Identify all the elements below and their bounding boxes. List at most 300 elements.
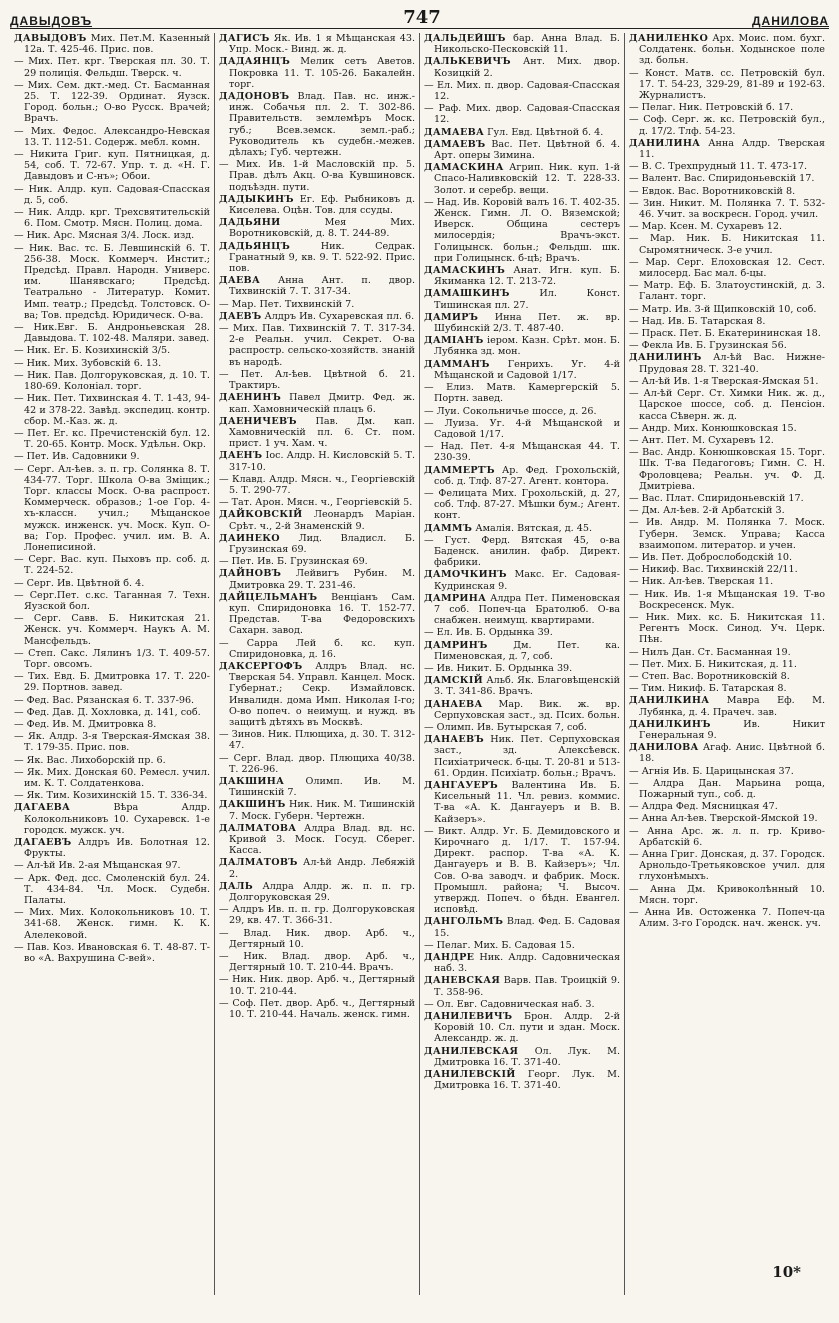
entry-text: Ник. Ник. двор. Арб. ч., Дегтярный 10. Т. 210-44. [229, 974, 415, 997]
entry-text: Серг. Влад. двор. Плющиха 40/38. Т. 226-96. [229, 752, 415, 775]
directory-entry [219, 311, 415, 322]
entry-text: Алдра Пет. Пименовская 7 соб. Попеч-ца Братолюб. О-ва снабжен. неимущ. квартирами. [434, 592, 620, 627]
entry-text: Пет. Ив. Садовники 9. [26, 451, 140, 463]
directory-subentry [629, 505, 825, 516]
directory-subentry [629, 68, 825, 102]
entry-text: Алдръ Ив. п. п. гр. Долгоруковская 29, кв. 47. Т. 366-31. [229, 904, 415, 927]
directory-entry [629, 742, 825, 764]
directory-subentry [14, 590, 210, 612]
directory-subentry [14, 873, 210, 907]
entry-text: Ал-ѣй Вас. Нижне-Прудовая 28. Т. 321-40. [639, 352, 825, 375]
running-head-left: ДАВЫДОВЪ [10, 14, 93, 28]
directory-subentry [14, 451, 210, 462]
entry-text: Ал-ѣй Серг. Ст. Химки Ник. ж. д., Царское шоссе, соб. д. Пенсіон. касса Сѣверн. ж. д. [639, 388, 825, 422]
entry-text: Альб. Як. Благовѣщенскій 3. Т. 341-86. Врачъ. [434, 675, 620, 698]
entry-text: Фекла Ив. Б. Грузинская 56. [641, 340, 787, 352]
entry-surname: ДАЙЦЕЛЬМАНЪ [219, 591, 318, 603]
entry-surname: ДАЕВА [219, 275, 261, 287]
directory-subentry [219, 974, 415, 996]
directory-subentry [14, 345, 210, 356]
entry-text: Над. Пет. 4-я Мѣщанская 44. Т. 230-39. [434, 441, 620, 464]
directory-subentry [424, 418, 620, 440]
directory-subentry [219, 951, 415, 973]
directory-subentry [629, 801, 825, 812]
directory-entry [14, 802, 210, 836]
entry-text: Сарра Лей б. кс. куп. Спиридоновка, д. 16. [229, 637, 415, 660]
entry-text: Ив. Никит Генеральная 9. [639, 718, 825, 741]
directory-subentry [629, 766, 825, 777]
entry-surname: ДАНИЛКИНЪ [629, 718, 711, 730]
entry-surname: ДАМІАНЪ [424, 335, 484, 347]
directory-entry [629, 719, 825, 741]
entry-surname: ДАКШИНА [219, 776, 285, 787]
columns [10, 33, 829, 1295]
running-head-right: ДАНИЛОВА [752, 14, 829, 28]
directory-subentry [219, 638, 415, 660]
entry-text: Густ. Ферд. Вятская 45, о-ва Баденск. анилин. фабр. Директ. фабрики. [434, 534, 620, 569]
directory-subentry [629, 778, 825, 800]
directory-entry [424, 780, 620, 825]
directory-entry [424, 359, 620, 381]
directory-subentry [629, 186, 825, 197]
entry-text: Матр. Еф. Б. Златоустинскій, д. 3. Галант. торг. [639, 280, 825, 303]
entry-text: Ал-ѣй Ив. 2-ая Мѣщанская 97. [26, 860, 181, 872]
directory-subentry [14, 207, 210, 229]
entry-text: Мих. Федос. Александро-Невская 13. Т. 112-51. Содерж. мебл. комн. [24, 125, 210, 148]
entry-text: Ник. Пет. Серпуховская заст., зд. Алексѣевск. Психіатрическ. б-цы. Т. 20-81 и 513-61. Ордин. Психіатр. больн.; Врачъ. [434, 734, 620, 779]
directory-subentry [14, 731, 210, 753]
directory-subentry [424, 103, 620, 125]
entry-text: Алдра Алдр. ж. п. п. гр. Долгоруковская 29. [229, 880, 415, 904]
entry-text: Ник. Седрак. Гранатный 9, кв. 9. Т. 522-92. Прис. пов. [229, 240, 415, 275]
entry-surname: ДАЕНИЧЕВЪ [219, 415, 297, 427]
entry-text: Ел. Мих. п. двор. Садовая-Спасская 12. [434, 79, 620, 103]
column-3 [420, 33, 625, 1295]
directory-entry [219, 392, 415, 414]
entry-text: Ол. Евг. Садовническая наб. 3. [436, 998, 595, 1010]
entry-text: Ник. Арс. Мясная 3/4. Лоск. изд. [26, 230, 195, 242]
entry-text: Вас. Плат. Спиридоньевскій 17. [641, 492, 804, 504]
directory-entry [629, 352, 825, 374]
entry-surname: ДАНИЛЕНКО [629, 33, 709, 44]
directory-subentry [424, 197, 620, 264]
entry-text: Алдръ Ив. Сухаревская пл. 6. [261, 310, 415, 322]
entry-surname: ДАКСЕРГОФЪ [219, 660, 303, 672]
directory-entry [424, 139, 620, 161]
directory-entry [219, 776, 415, 798]
entry-surname: ДАМСКІЙ [424, 675, 483, 687]
entry-surname: ДАЛЬКЕВИЧЪ [424, 56, 511, 68]
entry-text: Ник. Пет. Тихвинская 4. Т. 1-43, 94-42 и 378-22. Завѣд. экспедиц. контр. сбор. М.-Каз. ж. д. [24, 393, 210, 427]
directory-entry [219, 194, 415, 216]
entry-text: Ник.Евг. Б. Андроньевская 28. Давыдова. Т. 102-48. Маляри. завед. [24, 322, 210, 345]
directory-entry [219, 533, 415, 555]
entry-text: Тат. Арон. Мясн. ч., Георгіевскій 5. [231, 497, 413, 509]
directory-subentry [629, 280, 825, 302]
entry-text: Арк. Фед. дсс. Смоленскій бул. 24. Т. 434-84. Чл. Моск. Судебн. Палаты. [24, 872, 210, 907]
entry-text: Анна Дм. Кривоколѣнный 10. Мясн. торг. [639, 883, 825, 906]
entry-text: Макс. Ег. Садовая-Кудринская 9. [434, 569, 620, 592]
directory-entry [424, 593, 620, 627]
directory-subentry [629, 435, 825, 446]
entry-text: Валент. Вас. Спиридоньевскій 17. [641, 173, 815, 185]
entry-text: Ант. Пет. М. Сухаревъ 12. [641, 434, 774, 446]
directory-subentry [629, 826, 825, 848]
entry-surname: ДАДЬЯНИ [219, 217, 281, 229]
directory-subentry [14, 578, 210, 589]
entry-text: Анна Арс. ж. л. п. гр. Криво-Арбатскій 6. [639, 825, 825, 848]
directory-subentry [629, 328, 825, 339]
entry-text: Фед. Дав. Д. Хохловка, д. 141, соб. [26, 706, 201, 718]
entry-surname: ДАГИСЪ [219, 33, 270, 44]
directory-subentry [629, 564, 825, 575]
entry-surname: ДАЙНОВЪ [219, 568, 282, 580]
entry-text: Ник. Ег. Б. Козихинскій 3/5. [26, 345, 171, 357]
entry-text: Евдок. Вас. Воротниковскій 8. [641, 185, 796, 197]
entry-surname: ДАЙКОВСКІЙ [219, 509, 303, 521]
entry-text: Влад. Пав. нс. инж.-инж. Собачья пл. 2. Т. 302-86. Правительств. землемѣръ Моск. губ.; Всев.земск. земл.-раб.; Руководитель къ судебн.-межев. дѣлахъ; Губ. чертежн. [229, 91, 415, 159]
entry-text: Пелаг. Ник. Петровскій б. 17. [641, 102, 794, 114]
directory-subentry [14, 767, 210, 789]
entry-text: Ал-ѣй Ив. 1-я Тверская-Ямская 51. [641, 375, 819, 387]
directory-subentry [14, 907, 210, 941]
entry-text: Над. Ив. Коровій валъ 16. Т. 402-35. Женск. Гимн. Л. О. Вяземской; Иверск. Община сестеръ милосердія; Врачъ-экст. Голицынск. больн.; Фельдш. шк. при Голицынск. б-цѣ; Врачъ. [434, 196, 620, 264]
entry-text: Вас. Андр. Конюшковская 15. Торг. Шк. Т-ва Педагоговъ; Гимн. С. Н. Фроловцева; Реальн. уч. Ф. Д. Дмитріева. [639, 447, 825, 492]
entry-text: Мих. Мих. Колокольниковъ 10. Т. 341-68. Женск. гимн. К. К. Алелековой. [24, 907, 210, 941]
entry-text: Вас. Пет. Цвѣтной б. 4. Арт. оперы Зимина. [434, 138, 620, 162]
entry-text: Тих. Евд. Б. Дмитровка 17. Т. 220-29. Портнов. завед. [24, 671, 210, 694]
directory-subentry [629, 493, 825, 504]
entry-text: Алдръ Ив. Болотная 12. Фрукты. [24, 837, 210, 860]
directory-subentry [629, 907, 825, 929]
directory-subentry [219, 159, 415, 193]
entry-text: Алдра Фед. Мясницкая 47. [641, 801, 778, 813]
directory-subentry [14, 695, 210, 706]
directory-subentry [14, 648, 210, 670]
directory-subentry [14, 393, 210, 427]
directory-subentry [424, 441, 620, 463]
directory-subentry [14, 358, 210, 369]
directory-subentry [14, 755, 210, 766]
entry-text: Мих. Ив. 1-й Масловскій пр. 5. Прав. дѣлъ Акц. О-ва Кувшиновск. подъѣздн. пути. [229, 159, 415, 193]
entry-text: Серг. Ив. Цвѣтной б. 4. [26, 577, 145, 589]
directory-subentry [629, 423, 825, 434]
page-header [10, 6, 829, 29]
entry-surname: ДАНИЛЕВСКІЙ [424, 1069, 516, 1081]
entry-text: Як. Ив. 1 я Мѣщанская 43. Упр. Моск.- Винд. ж. д. [229, 33, 415, 56]
directory-subentry [629, 388, 825, 422]
entry-text: Мих. Пет. крг. Тверская пл. 30. Т. 29 полиція. Фельдш. Тверск. ч. [24, 56, 210, 79]
entry-text: Гул. Евд. Цвѣтной б. 4. [484, 126, 604, 138]
entry-surname: ДАДАЯНЦЪ [219, 56, 291, 68]
directory-subentry [629, 340, 825, 351]
directory-entry [424, 56, 620, 78]
entry-surname: ДАЛЬДЕЙШЪ [424, 33, 506, 44]
directory-subentry [424, 663, 620, 674]
entry-text: Соф. Пет. двор. Арб. ч., Дегтярный 10. Т. 210-44. Началь. женск. гимн. [229, 997, 415, 1021]
directory-subentry [629, 114, 825, 136]
directory-entry [14, 837, 210, 859]
entry-text: Матр. Ив. 3-й Щипковскій 10, соб. [641, 303, 817, 315]
entry-text: Андр. Мих. Конюшковская 15. [641, 422, 797, 434]
directory-subentry [424, 535, 620, 569]
directory-subentry [14, 464, 210, 554]
directory-subentry [14, 56, 210, 78]
directory-entry [424, 127, 620, 138]
directory-subentry [219, 729, 415, 751]
entry-text: Никита Григ. куп. Пятницкая, д. 54, соб. Т. 72-67. Упр. т. д. «Н. Г. Давыдовъ и С-нъ»; Обои. [24, 149, 210, 183]
entry-surname: ДАНАЕВА [424, 698, 483, 710]
entry-text: Валентина Ив. Б. Кисельный 11. Чл. ревиз. коммис. Т-ва «А. К. Дангауеръ и В. В. Кайзеръ». [434, 780, 620, 825]
entry-text: Анна Ант. п. двор. Тихвинскій 7. Т. 317-34. [229, 275, 415, 298]
directory-entry [424, 734, 620, 779]
entry-text: Пет. Ал-ѣев. Цвѣтной б. 21. Трактиръ. [229, 368, 415, 392]
entry-surname: ДАМАСКИНА [424, 162, 504, 174]
entry-text: Мея Мих. Воротниковскій, д. 8. Т. 244-89. [229, 217, 415, 240]
entry-surname: ДАМАСКИНЪ [424, 265, 506, 277]
entry-text: Зинов. Ник. Плющиха, д. 30. Т. 312-47. [229, 729, 415, 752]
directory-subentry [629, 517, 825, 551]
directory-subentry [14, 860, 210, 871]
entry-text: Алдръ Влад. нс. Тверская 54. Управл. Канцел. Моск. Губернат.; Секр. Измайловск. Инвалидн. дома Имп. Николая І-го; О-во попеч. о неимущ. и нужд. въ защитѣ дѣтяхъ въ Москвѣ. [229, 660, 415, 728]
directory-entry [219, 91, 415, 158]
entry-text: Мар. Пет. Тихвинскій 7. [231, 298, 355, 310]
entry-text: Олимп. Ив. М. Тишинскій 7. [229, 776, 415, 799]
entry-surname: ДАНИЛКИНА [629, 695, 710, 707]
entry-text: Ол. Лук. М. Дмитровка 16. Т. 371-40. [434, 1045, 620, 1068]
directory-subentry [629, 198, 825, 220]
entry-text: Ник. Алдр. Садовническая наб. 3. [434, 952, 620, 975]
entry-text: Влад. Фед. Б. Садовая 15. [434, 916, 620, 939]
directory-entry [219, 823, 415, 857]
entry-text: Анна Ал-ѣев. Тверской-Ямской 19. [641, 813, 818, 825]
page-number: 747 [403, 7, 441, 28]
directory-entry [219, 33, 415, 55]
entry-surname: ДАМАШКИНЪ [424, 288, 510, 300]
directory-entry [219, 509, 415, 531]
directory-entry [424, 335, 620, 357]
directory-subentry [629, 233, 825, 255]
entry-surname: ДАЕНЪ [219, 450, 263, 462]
entry-text: Георг. Лук. М. Дмитровка 16. Т. 371-40. [434, 1069, 620, 1092]
entry-text: Серг. Вас. куп. Пыховъ пр. соб. д. Т. 224-52. [24, 554, 210, 577]
directory-entry [424, 975, 620, 997]
directory-subentry [14, 126, 210, 148]
directory-entry [629, 33, 825, 67]
entry-text: Анна Григ. Донская, д. 37. Городск. Арнольдо-Третьяковское учил. для глухонѣмыхъ. [639, 849, 825, 883]
directory-subentry [629, 884, 825, 906]
entry-text: Арх. Моис. пом. бухг. Солдатенк. больн. Ходынское поле зд. больн. [639, 33, 825, 67]
directory-entry [219, 592, 415, 637]
entry-surname: ДАМИРЪ [424, 311, 479, 323]
directory-subentry [629, 671, 825, 682]
directory-entry [424, 1046, 620, 1068]
directory-entry [219, 450, 415, 472]
entry-text: Пав. Дм. кап. Хамовническій пл. 6. Ст. пом. прист. 1 уч. Хам. ч. [229, 415, 415, 450]
entry-text: Алдра Влад. вд. нс. Кривой 3. Моск. Госуд. Сберег. Касса. [229, 822, 415, 857]
entry-surname: ДАМАЕВЪ [424, 138, 486, 150]
entry-text: Ант. Мих. двор. Козицкій 2. [434, 56, 620, 79]
directory-entry [424, 465, 620, 487]
entry-text: Венціанъ Сам. куп. Спиридоновка 16. Т. 152-77. Представ. Т-ва Федоровскихъ Сахарн. завод. [229, 591, 415, 637]
entry-surname: ДАНИЛЕВСКАЯ [424, 1045, 519, 1057]
entry-text: Генрихъ. Уг. 4-й Мѣщанской и Садовой 1/17. [434, 358, 620, 381]
directory-entry [219, 241, 415, 275]
directory-subentry [219, 556, 415, 567]
entry-text: Инна Пет. ж. вр. Шубинскій 2/3. Т. 487-40. [434, 311, 620, 335]
entry-text: Мар. Ксен. М. Сухаревъ 12. [641, 221, 783, 233]
directory-subentry [629, 376, 825, 387]
entry-text: Ник. Ник. М. Тишинскій 7. Моск. Губерн. Чертежн. [229, 799, 415, 822]
directory-entry [424, 1069, 620, 1091]
directory-subentry [14, 707, 210, 718]
directory-subentry [629, 102, 825, 113]
entry-text: Клавд. Алдр. Мясн. ч., Георгіевскій 5. Т. 290-77. [229, 473, 415, 496]
directory-subentry [629, 173, 825, 184]
entry-text: Ал-ѣй Андр. Лебяжій 2. [229, 857, 415, 880]
entry-text: Олимп. Ив. Бутырская 7, соб. [436, 721, 587, 733]
entry-text: Никиф. Вас. Тихвинскій 22/11. [641, 564, 798, 576]
directory-entry [424, 916, 620, 938]
entry-surname: ДАГАЕВА [14, 802, 71, 814]
entry-text: Соф. Серг. ж. кс. Петровскій бул., д. 17/2. Тлф. 54-23. [639, 114, 825, 137]
entry-surname: ДАНИЛОВА [629, 742, 699, 754]
directory-subentry [629, 221, 825, 232]
directory-entry [424, 33, 620, 55]
entry-text: Ник. Алдр. крг. Трехсвятительскій 6. Пом. Смотр. Мясн. Полиц. дома. [24, 207, 210, 230]
entry-surname: ДАНИЛИНЪ [629, 352, 702, 364]
directory-subentry [629, 161, 825, 172]
entry-text: Мих. Сем. дкт.-мед. Ст. Басманная 25. Т. 122-39. Ординат. Яузск. Город. больн.; О-во Русск. Врачей; Врачъ. [24, 79, 210, 125]
directory-subentry [219, 323, 415, 368]
entry-text: Ник. Вас. тс. Б. Левшинскій 6. Т. 256-38. Моск. Коммерч. Инстит.; Предсѣд. Правл. Народн. Универс. им. Шанявскаго; Предсѣд. Театрально - Литератур. Комит. Имп. театр.; Предсѣд. Толстовск. О-ва; Тов. предсѣд. Юридическ. О-ва. [24, 242, 210, 321]
directory-entry [219, 275, 415, 297]
entry-text: Ел. Ив. Б. Ордынка 39. [436, 627, 553, 639]
entry-text: Мавра Еф. М. Лубянка, д. 4. Прачеч. зав. [639, 695, 825, 718]
entry-text: Ар. Фед. Грохольскій, соб. д. Тлф. 87-27. Агент. контора. [434, 464, 620, 487]
entry-text: Серг. Савв. Б. Никитская 21. Женск. уч. Коммерч. Наукъ А. М. Мансфельдъ. [24, 613, 210, 647]
entry-text: Мих. Пав. Тихвинскій 7. Т. 317-34. 2-е Реальн. учил. Секрет. О-ва распростр. сельско-хозяйств. знаній въ народѣ. [229, 323, 415, 368]
entry-surname: ДАМОЧКИНЪ [424, 569, 507, 581]
directory-subentry [424, 627, 620, 638]
directory-entry [219, 799, 415, 821]
entry-text: Викт. Алдр. Уг. Б. Демидовского и Кирочнаго д. 1/17. Т. 157-94. Директ. распор. Т-ва «А. К. Дангауеръ и В. В. Кайзеръ»; Чл. Сов. О-ва заводч. и фабрик. Моск. Промышл. района; Ч. Высоч. утвержд. Попеч. о бѣдн. Евангел. исповѣд. [434, 825, 620, 916]
directory-entry [424, 312, 620, 334]
directory-entry [424, 162, 620, 196]
directory-subentry [219, 369, 415, 391]
entry-text: Анат. Игн. куп. Б. Якиманка 12. Т. 213-72. [434, 265, 620, 288]
entry-surname: ДАДЫКИНЪ [219, 193, 294, 205]
entry-surname: ДАНИЛЕВИЧЪ [424, 1011, 513, 1023]
directory-subentry [14, 184, 210, 206]
entry-text: Як. Вас. Лихоборскій пр. 6. [26, 754, 166, 766]
entry-text: Луи. Сокольничье шоссе, д. 26. [436, 405, 597, 417]
entry-text: Вѣра Алдр. Колокольниковъ 10. Сухаревск. 1-е городск. мужск. уч. [24, 802, 210, 836]
directory-entry [424, 523, 620, 534]
directory-subentry [14, 149, 210, 183]
entry-surname: ДАНГАУЕРЪ [424, 780, 499, 791]
directory-subentry [629, 813, 825, 824]
entry-text: Леонардъ Маріан. Срѣт. ч., 2-й Знаменскій 9. [229, 509, 415, 532]
entry-text: Агнія Ив. Б. Царицынская 37. [641, 765, 794, 777]
entry-text: Серг.Пет. с.кс. Таганная 7. Техн. Яузской бол. [24, 589, 210, 612]
directory-subentry [629, 589, 825, 611]
entry-text: Ив. Никит. Б. Ордынка 39. [436, 662, 573, 674]
directory-entry [629, 695, 825, 717]
entry-text: Амалія. Вятская, д. 45. [472, 522, 592, 534]
directory-subentry [14, 370, 210, 392]
column-4 [625, 33, 829, 1295]
entry-text: Мар. Вик. ж. вр. Серпуховская заст., зд. Псих. больн. [434, 698, 620, 721]
entry-surname: ДАЛМАТОВЪ [219, 857, 298, 869]
directory-subentry [14, 322, 210, 344]
directory-entry [219, 416, 415, 450]
entry-text: Ник. Ив. 1-я Мѣщанская 19. Т-во Воскресенск. Мук. [639, 588, 825, 611]
entry-text: Як. Алдр. 3-я Тверская-Ямская 38. Т. 179-35. Прис. пов. [24, 731, 210, 754]
entry-text: Мар. Ник. Б. Никитская 11. Сыромятническ. 3-е учил. [639, 233, 825, 256]
directory-entry [219, 217, 415, 239]
entry-text: Варв. Пав. Троицкій 9. Т. 358-96. [434, 975, 620, 998]
entry-text: Анна Алдр. Тверская 11. [639, 137, 825, 161]
directory-entry [424, 952, 620, 974]
directory-subentry [629, 849, 825, 883]
entry-text: Степ. Сакс. Лялинъ 1/3. Т. 409-57. Торг. овсомъ. [24, 647, 210, 670]
entry-surname: ДАНГОЛЬМЪ [424, 916, 504, 928]
directory-subentry [424, 80, 620, 102]
entry-surname: ДАММЪ [424, 522, 473, 534]
directory-subentry [424, 406, 620, 417]
entry-surname: ДАНЕВСКАЯ [424, 975, 501, 987]
directory-entry [219, 881, 415, 903]
directory-entry [424, 699, 620, 721]
directory-subentry [629, 576, 825, 587]
entry-text: бар. Анна Влад. Б. Никольско-Песковскій 11. [434, 33, 620, 56]
directory-subentry [219, 998, 415, 1020]
directory-subentry [629, 316, 825, 327]
directory-entry [219, 857, 415, 879]
entry-text: Алдра Дан. Марьина роща, Пожарный туп., соб. д. [639, 777, 825, 800]
entry-text: Як. Тим. Козихинскій 15. Т. 336-34. [26, 790, 208, 802]
directory-entry [424, 569, 620, 591]
directory-subentry [219, 904, 415, 926]
directory-subentry [219, 753, 415, 775]
entry-text: Анна Ив. Остоженка 7. Попеч-ца Алим. 3-го Городск. нач. женск. уч. [639, 907, 825, 930]
directory-subentry [219, 928, 415, 950]
entry-text: Пелаг. Мих. Б. Садовая 15. [436, 939, 575, 951]
directory-entry [424, 640, 620, 662]
directory-subentry [629, 304, 825, 315]
directory-subentry [14, 80, 210, 125]
entry-text: Тим. Никиф. Б. Татарская 8. [641, 683, 787, 695]
entry-text: Пет. Ив. Б. Грузинская 69. [231, 556, 368, 568]
entry-text: Ник. Ал-ѣев. Тверская 11. [641, 576, 774, 588]
directory-entry [424, 288, 620, 310]
directory-subentry [629, 552, 825, 563]
directory-entry [219, 568, 415, 590]
entry-text: Луиза. Уг. 4-й Мѣщанской и Садовой 1/17. [434, 417, 620, 440]
directory-entry [424, 265, 620, 287]
directory-subentry [219, 497, 415, 508]
entry-text: Павел Дмитр. Фед. ж. кап. Хамовническій плацъ 6. [229, 392, 415, 415]
directory-subentry [14, 554, 210, 576]
entry-text: Ив. Андр. М. Полянка 7. Моск. Губерн. Земск. Управа; Касса взаимопом. литератор. и учен. [639, 517, 825, 551]
entry-text: Лейвигъ Рубин. М. Дмитровка 29. Т. 231-46. [229, 568, 415, 591]
directory-subentry [629, 659, 825, 670]
entry-text: Ник. Пав. Долгоруковская, д. 10. Т. 180-69. Колоніал. торг. [24, 369, 210, 393]
entry-surname: ДАВЫДОВЪ [14, 33, 87, 44]
directory-subentry [14, 428, 210, 450]
directory-subentry [424, 488, 620, 522]
